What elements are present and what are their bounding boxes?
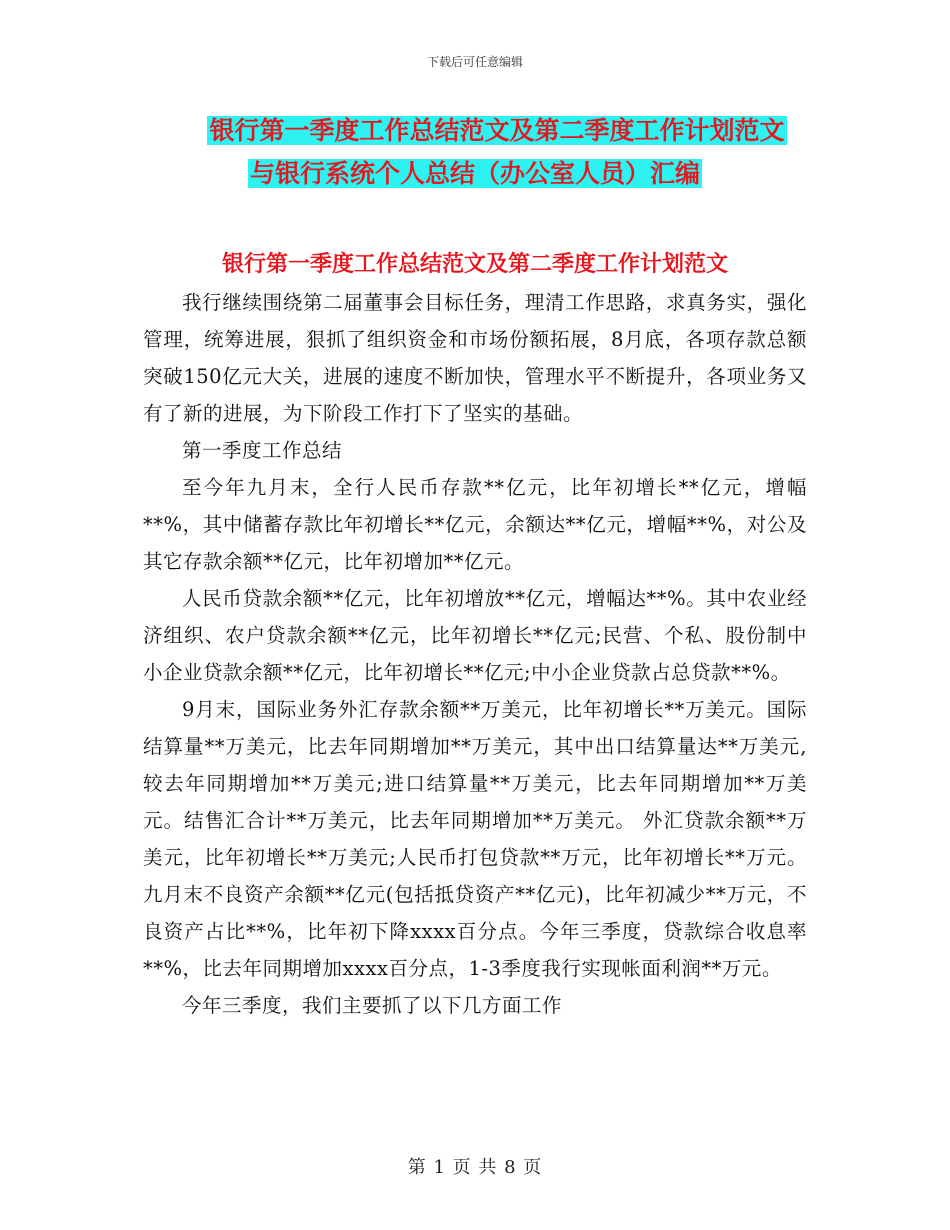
section-title: 银行第一季度工作总结范文及第二季度工作计划范文 — [221, 251, 728, 277]
paragraph-loans: 人民币贷款余额**亿元，比年初增放**亿元，增幅达**%。其中农业经济组织、农户贷款余额**亿元，比年初增长**亿元;民营、个私、股份制中小企业贷款余额**亿元，比年初增长**亿元;中小企业贷款占总贷款**%。 — [143, 587, 807, 684]
document-body — [143, 284, 807, 1024]
paragraph-international: 9月末，国际业务外汇存款余额**万美元，比年初增长**万美元。国际结算量**万美元，比去年同期增加**万美元，其中出口结算量达**万美元,较去年同期增加**万美元;进口结算量**万美元，比去年同期增加**万美元。结售汇合计**万美元，比去年同期增加**万美元。 外汇贷款余额**万美元，比年初增长**万美元;人民币打包贷款**万元，比年初增长**万元。 九月末不良资产余额**亿元(包括抵贷资产**亿元)，比年初减少**万元，不良资产占比**%，比年初下降xxxx百分点。今年三季度，贷款综合收息率**%，比去年同期增加xxxx百分点，1-3季度我行实现帐面利润**万元。 — [143, 698, 807, 980]
page-number: 第 1 页 共 8 页 — [407, 1157, 543, 1178]
paragraph-deposits: 至今年九月末，全行人民币存款**亿元，比年初增长**亿元，增幅**%，其中储蓄存款比年初增长**亿元，余额达**亿元，增幅**%，对公及其它存款余额**亿元，比年初增加**亿元。 — [143, 476, 807, 573]
document-title-line-2 — [0, 155, 950, 193]
paragraph-intro: 我行继续围绕第二届董事会目标任务，理清工作思路，求真务实，强化管理，统筹进展，狠抓了组织资金和市场份额拓展，8月底，各项存款总额突破150亿元大关，进展的速度不断加快，管理水平不断提升，各项业务又有了新的进展，为下阶段工作打下了坚实的基础。 — [143, 291, 807, 425]
title-highlight-1: 银行第一季度工作总结范文及第二季度工作计划范文 — [209, 116, 785, 145]
title-highlight-2: 与银行系统个人总结（办公室人员）汇编 — [249, 159, 700, 188]
header-note: 下载后可任意编辑 — [426, 55, 523, 69]
subheading-q1-summary: 第一季度工作总结 — [182, 439, 343, 462]
document-title-line-1 — [22, 112, 950, 150]
paragraph-q3-work: 今年三季度，我们主要抓了以下几方面工作 — [182, 994, 563, 1017]
